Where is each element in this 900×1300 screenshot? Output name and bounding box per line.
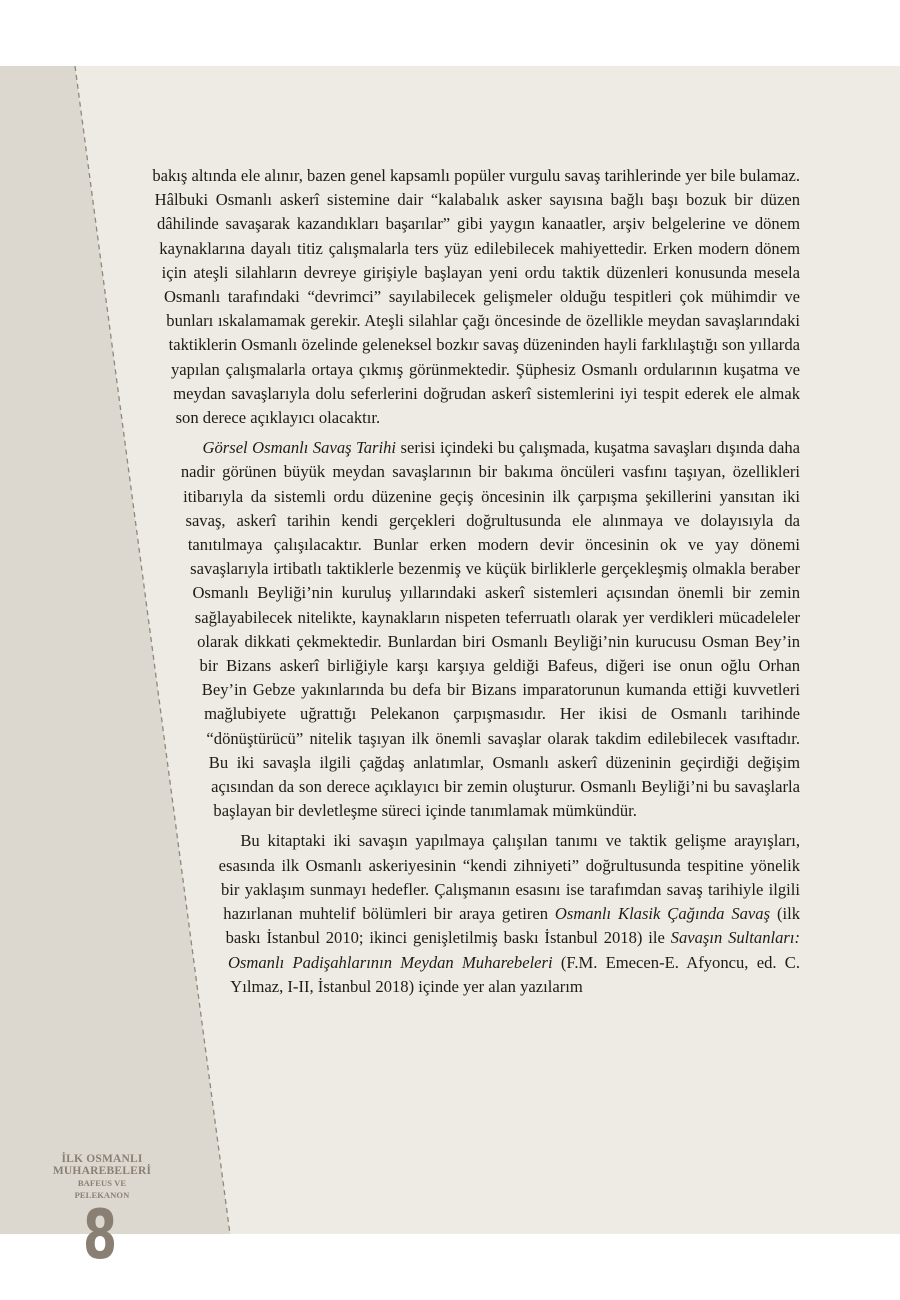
footer-line-2: MUHAREBELERİ xyxy=(52,1165,152,1177)
text-column xyxy=(0,164,900,1204)
text-run: Bu kitaptaki iki savaşın yapılmaya çalışılan tanımı ve taktik gelişme arayışları, esasında ilk Osmanlı askeriyesinin “kendi zihniyeti” doğrultusunda tespitine yönelik bir yaklaşım sunmayı hedefler. Çalışmanın esasını ise tarafımdan savaş tarihiyle ilgili hazırlanan muhtelif bölümleri bir araya getiren xyxy=(218,831,800,924)
text-run: (F.M. Emecen-E. Afyoncu, ed. C. Yılmaz, I-II, İstanbul 2018) içinde yer alan yazılarım xyxy=(230,952,800,996)
book-page xyxy=(0,66,900,1275)
page-number: 8 xyxy=(82,1196,118,1275)
italic-title-run: Savaşın Sultanları: Osmanlı Padişahlarının Meydan Muharebeleri xyxy=(227,928,800,972)
running-footer-title xyxy=(52,1153,152,1201)
footer-line-1: İLK OSMANLI xyxy=(61,1153,143,1165)
footer-line-3: BAFEUS VE PELEKANON xyxy=(74,1178,130,1200)
text-run: serisi içindeki bu çalışmada, kuşatma savaşları dışında daha nadir görünen büyük meydan savaşlarının bir bakıma öncüleri vasfını taşıyan, özellikleri itibarıyla da sistemli ordu düzenine geçiş öncesinin ilk çarpışma şekillerini yansıtan iki savaş, askerî tarihin kendi gerçekleri doğrultusunda ele alınmaya ve dolayısıyla da tanıtılmaya çalışılacaktır. Bunlar erken modern devir öncesinin ok ve yay dönemi savaşlarıyla irtibatlı taktiklerle bezenmiş ve küçük birliklerle gerçekleşmiş olmakla beraber Osmanlı Beyliği’nin kuruluş yıllarındaki askerî sistemleri açısından önemli bir zemin sağlayabilecek nitelikte, kaynakların nispeten teferruatlı olarak yer verdikleri mücadeleler olarak dikkati çekmektedir. Bunlardan biri Osmanlı Beyliği’nin kurucusu Osman Bey’in bir Bizans askerî birliğiyle karşı karşıya geldiği Bafeus, diğeri ise onun oğlu Orhan Bey’in Gebze yakınlarında bu defa bir Bizans imparatorunun kumanda ettiği kuvvetleri mağlubiyete uğrattığı Pelekanon çarpışmasıdır. Her ikisi de Osmanlı tarihinde “dönüştürücü” nitelik taşıyan ilk önemli savaşlar olarak takdim edilebilecek vasıftadır. Bu iki savaşla ilgili çağdaş anlatımlar, Osmanlı askerî düzeninin geçirdiği değişim açısından da son derece açıklayıcı bir zemin oluşturur. Osmanlı Beyliği’ni bu savaşlarla başlayan bir devletleşme süreci içinde tanımlamak mümkündür. xyxy=(180,438,800,821)
text-run: bakış altında ele alınır, bazen genel kapsamlı popüler vurgulu savaş tarihlerinde yer bile bulamaz. Hâlbuki Osmanlı askerî sistemine dair “kalabalık asker sayısına bağlı başı bozuk bir düzen dâhilinde savaşarak kazandıkları başarılar” gibi yaygın kanaatler, arşiv belgelerine ve dönem kaynaklarına dayalı titiz çalışmalarla ters yüz edilebilecek mahiyettedir. Erken modern dönem için ateşli silahların devreye girişiyle başlayan yeni ordu taktik düzenleri konusunda mesela Osmanlı tarafındaki “devrimci” sayılabilecek gelişmeler olduğu tespitleri çok mühimdir ve bunları ıskalamamak gerekir. Ateşli silahlar çağı öncesinde de özellikle meydan savaşlarındaki taktiklerin Osmanlı özelinde geleneksel bozkır savaş düzeninden hayli farklılaştığı son yıllarda yapılan çalışmalarla ortaya çıkmış görünmektedir. Şüphesiz Osmanlı ordularının kuşatma ve meydan savaşlarıyla dolu seferlerini doğrudan askerî sistemlerini iyi tespit ederek ele almak son derece açıklayıcı olacaktır. xyxy=(152,166,800,428)
italic-title-run: Osmanlı Klasik Çağında Savaş xyxy=(554,904,771,924)
italic-title-run: Görsel Osmanlı Savaş Tarihi xyxy=(202,438,397,458)
text-run: (ilk baskı İstanbul 2010; ikinci genişletilmiş baskı İstanbul 2018) ile xyxy=(225,904,800,948)
